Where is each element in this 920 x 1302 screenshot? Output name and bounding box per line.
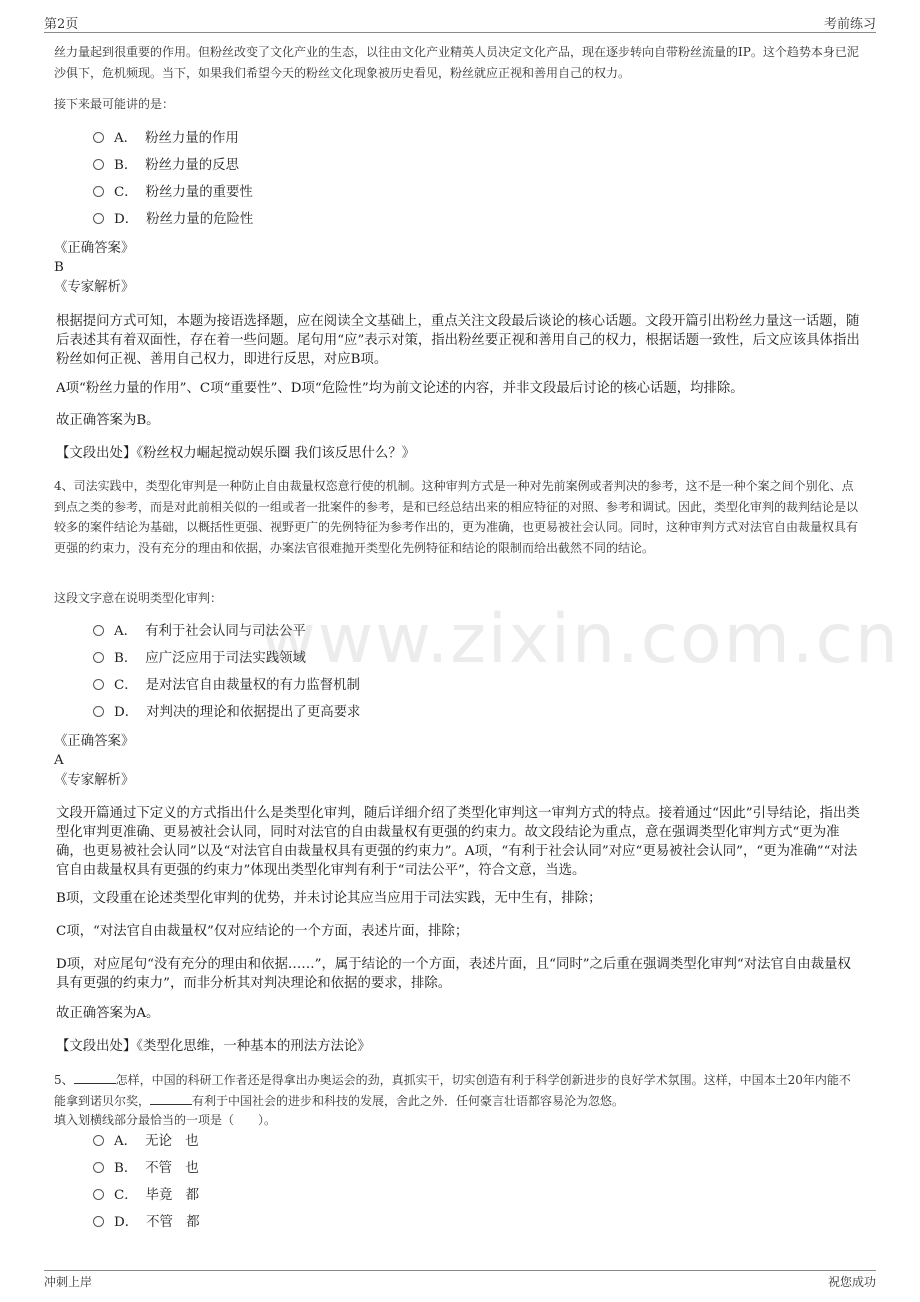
radio-icon[interactable] (93, 652, 104, 663)
header-title: 考前练习 (823, 17, 876, 32)
q4-analysis-paragraph: 文段开篇通过下定义的方式指出什么是类型化审判，随后详细介绍了类型化审判这一审判方式的特点。接着通过“因此”引导结论，指出类型化审判更准确、更易被社会认同，同时对法官的自由裁量权有更强的约束力。故文段结论为重点，意在强调类型化审判方式“更为准确，也更易被社会认同”以及“对法官自由裁量权具有更强的约束力”。A项，“有利于社会认同”对应“更易被社会认同”，“更为准确”“对法官自由裁量权具有更强的约束力”体现出类型化审判有利于“司法公平”，符合文意，当选。 (56, 806, 860, 878)
q3-analysis-paragraph: 根据提问方式可知，本题为接语选择题，应在阅读全文基础上，重点关注文段最后谈论的核心话题。文段开篇引出粉丝力量这一话题，随后表述其有着双面性，存在着一些问题。尾句用“应”表示对策，指出粉丝要正视和善用自己的权力，根据话题一致性，后文应该具体指出粉丝如何正视、善用自己权力，即进行反思，对应B项。 (56, 314, 860, 367)
footer-right-text: 祝您成功 (827, 1275, 876, 1289)
q4-option-c[interactable]: C． 是对法官自由裁量权的有力监督机制 (93, 677, 360, 695)
q4-source: 【文段出处】《类型化思维，一种基本的刑法方法论》 (56, 1039, 371, 1054)
q4-analysis-paragraph: 故正确答案为A。 (56, 1006, 160, 1021)
q4-question: 这段文字意在说明类型化审判： (54, 591, 223, 605)
radio-icon[interactable] (93, 1135, 104, 1146)
q4-analysis-label: 《专家解析》 (54, 773, 135, 788)
q5-number: 5、 (54, 1073, 74, 1087)
radio-icon[interactable] (93, 1216, 104, 1227)
radio-icon[interactable] (93, 1162, 104, 1173)
page-header (44, 12, 876, 33)
q3-option-c[interactable]: C． 粉丝力量的重要性 (93, 184, 253, 202)
page-number: 第2页 (44, 17, 79, 32)
radio-icon[interactable] (93, 186, 104, 197)
footer-left-text: 冲刺上岸 (44, 1275, 93, 1289)
q4-option-a[interactable]: A． 有利于社会认同与司法公平 (93, 623, 306, 641)
q3-question: 接下来最可能讲的是： (54, 97, 175, 111)
watermark: www.zixin.com.cn (260, 600, 900, 679)
radio-icon[interactable] (93, 1189, 104, 1200)
q5-option-a[interactable]: A． 无论 也 (93, 1133, 199, 1151)
q4-analysis-paragraph: C项，“对法官自由裁量权”仅对应结论的一个方面，表述片面，排除； (56, 924, 469, 939)
q5-passage: 5、 怎样，中国的科研工作者还是得拿出办奥运会的劲，真抓实干，切实创造有利于科学创新进步的良好学术氛围。这样，中国本土20年内能不能拿到诺贝尔奖， 有利于中国社会的进步和科技的发展，舍此之外．任何豪言壮语都容易沦为忽悠。 (54, 1073, 851, 1108)
q4-option-d[interactable]: D． 对判决的理论和依据提出了更高要求 (93, 704, 360, 722)
q3-analysis-label: 《专家解析》 (54, 280, 135, 295)
radio-icon[interactable] (93, 706, 104, 717)
q3-option-b[interactable]: B． 粉丝力量的反思 (93, 157, 239, 175)
radio-icon[interactable] (93, 132, 104, 143)
q3-option-d[interactable]: D． 粉丝力量的危险性 (93, 211, 253, 229)
q3-passage: 丝力量起到很重要的作用。但粉丝改变了文化产业的生态，以往由文化产业精英人员决定文化产品，现在逐步转向自带粉丝流量的IP。这个趋势本身已泥沙俱下，危机频现。当下，如果我们希望今天的粉丝文化现象被历史看见，粉丝就应正视和善用自己的权力。 (54, 45, 859, 80)
q4-option-b[interactable]: B． 应广泛应用于司法实践领域 (93, 650, 306, 668)
radio-icon[interactable] (93, 159, 104, 170)
q3-answer-label: 《正确答案》 (54, 241, 135, 256)
q3-analysis-paragraph: 故正确答案为B。 (56, 413, 160, 428)
q3-analysis-paragraph: A项“粉丝力量的作用”、C项“重要性”、D项“危险性”均为前文论述的内容，并非文段最后讨论的核心话题，均排除。 (56, 381, 744, 396)
q5-option-b[interactable]: B． 不管 也 (93, 1160, 199, 1178)
q4-analysis-paragraph: D项，对应尾句“没有充分的理由和依据……”，属于结论的一个方面，表述片面，且“同时”之后重在强调类型化审判“对法官自由裁量权具有更强的约束力”，而非分析其对判决理论和依据的要求，排除。 (56, 957, 851, 991)
fill-blank (74, 1071, 116, 1084)
fill-blank (150, 1092, 192, 1105)
q5-option-c[interactable]: C． 毕竟 都 (93, 1187, 199, 1205)
q4-passage: 4、司法实践中，类型化审判是一种防止自由裁量权恣意行使的机制。这种审判方式是一种对先前案例或者判决的参考，这不是一种个案之间个别化、点到点之类的参考，而是对此前相关似的一组或者一批案件的参考，是和已经总结出来的相应特征的对照、参考和调试。因此，类型化审判的裁判结论是以较多的案件结论为基础，以概括性更强、视野更广的先例特征为参考作出的，更为准确，也更易被社会认同。同时，这种审判方式对法官自由裁量权具有更强的约束力，没有充分的理由和依据，办案法官很难抛开类型化先例特征和结论的限制而给出截然不同的结论。 (54, 479, 859, 555)
q4-answer-label: 《正确答案》 (54, 734, 135, 749)
q5-option-d[interactable]: D． 不管 都 (93, 1214, 200, 1232)
q4-analysis-paragraph: B项，文段重在论述类型化审判的优势，并未讨论其应当应用于司法实践，无中生有，排除； (56, 891, 602, 906)
q5-question: 填入划横线部分最恰当的一项是（ ）。 (54, 1113, 277, 1127)
q3-source: 【文段出处】《粉丝权力崛起搅动娱乐圈 我们该反思什么？》 (56, 446, 416, 461)
radio-icon[interactable] (93, 625, 104, 636)
radio-icon[interactable] (93, 679, 104, 690)
q4-answer: A (54, 753, 64, 768)
q3-option-a[interactable]: A． 粉丝力量的作用 (93, 130, 239, 148)
q3-answer: B (54, 260, 64, 275)
page-footer (44, 1270, 876, 1293)
radio-icon[interactable] (93, 213, 104, 224)
